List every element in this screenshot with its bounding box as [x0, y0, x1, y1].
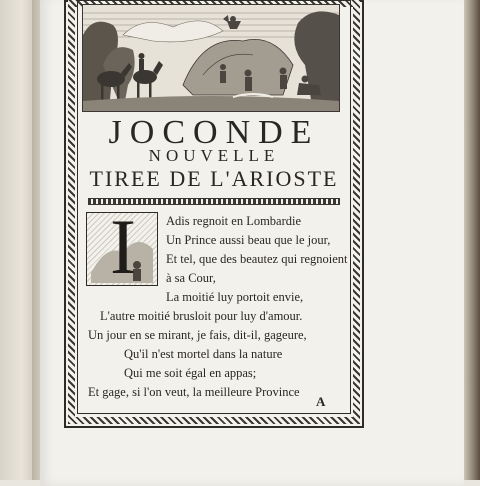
verse-line-8: Qu'il n'est mortel dans la nature: [124, 347, 283, 361]
verse-line-10: Et gage, si l'on veut, la meilleure Province: [88, 385, 300, 399]
verse-line-5: La moitié luy portoit envie,: [166, 290, 304, 304]
verse-line-7: Un jour en se mirant, je fais, dit-il, gageure,: [88, 328, 307, 342]
right-page-edge: [464, 0, 480, 480]
title-nouvelle: NOUVELLE: [148, 146, 280, 165]
verse-line-9: Qui me soit égal en appas;: [124, 366, 257, 380]
engraved-landscape-vignette-icon: [82, 4, 340, 112]
title-tiree-de-larioste: TIREE DE L'ARIOSTE: [89, 166, 339, 191]
initial-letter: I: [110, 212, 136, 286]
verse-line-3: Et tel, que des beautez qui regnoient: [166, 252, 348, 266]
verse-line-4: à sa Cour,: [166, 271, 216, 285]
title-joconde: JOCONDE: [108, 114, 320, 151]
left-page-edge: [0, 0, 36, 480]
verse-line-1: Adis regnoit en Lombardie: [166, 214, 302, 228]
ornamental-rule: [88, 198, 340, 205]
decorated-initial-scene-icon: [86, 212, 158, 286]
catchword: A: [316, 394, 326, 409]
verse-line-2: Un Prince aussi beau que le jour,: [166, 233, 331, 247]
verse-line-6: L'autre moitié brusloit pour luy d'amour.: [100, 309, 303, 323]
